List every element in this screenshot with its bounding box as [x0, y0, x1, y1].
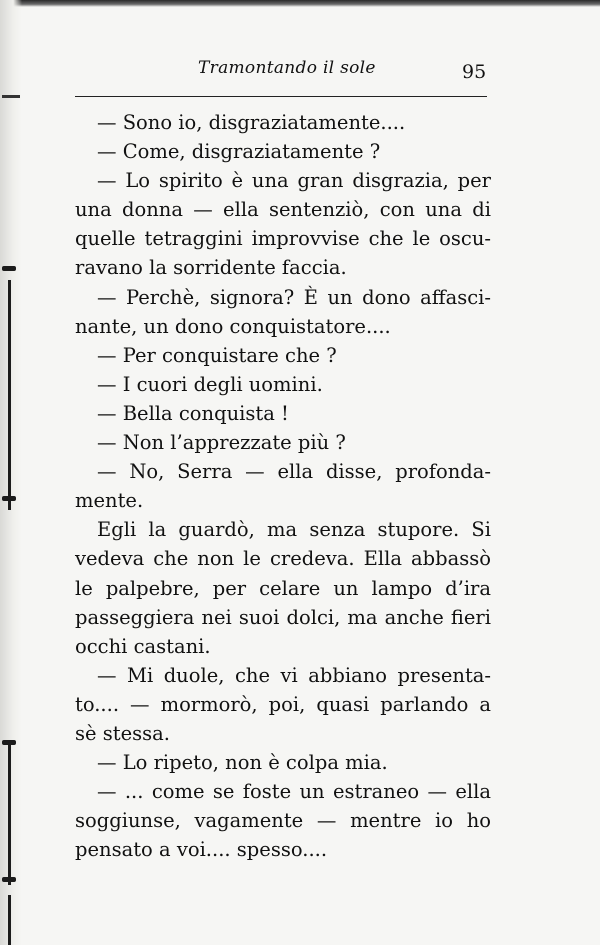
text-line: — Perchè, signora? È un dono affasci-: [97, 285, 491, 309]
text-line: nante, un dono conquistatore....: [75, 314, 391, 338]
page-header: [0, 58, 600, 88]
binding-mark: [2, 877, 16, 882]
scan-top-edge: [0, 0, 600, 7]
text-line: quelle tetraggini improvvise che le oscu-: [75, 227, 491, 251]
text-line: ravano la sorridente faccia.: [75, 256, 347, 280]
page-binding-edge: [0, 0, 22, 945]
text-line: — ... come se foste un estraneo — ella: [97, 780, 491, 804]
text-line: — Lo spirito è una gran disgrazia, per: [97, 169, 491, 193]
text-line: occhi castani.: [75, 634, 211, 658]
binding-mark: [2, 266, 16, 271]
text-line: vedeva che non le credeva. Ella abbassò: [75, 547, 491, 571]
binding-line: [8, 745, 11, 885]
binding-line: [8, 895, 11, 945]
binding-mark: [2, 496, 16, 501]
text-line: sè stessa.: [75, 721, 170, 745]
text-line: soggiunse, vagamente — mentre io ho: [75, 809, 491, 833]
text-line: to.... — mormorò, poi, quasi parlando a: [75, 692, 491, 716]
text-line: mente.: [75, 489, 144, 513]
text-line: — Non l’apprezzate più ?: [97, 431, 346, 455]
text-line: — Come, disgraziatamente ?: [97, 140, 381, 164]
text-line: le palpebre, per celare un lampo d’ira: [75, 576, 491, 600]
running-title: Tramontando il sole: [198, 58, 376, 78]
text-line: — Bella conquista !: [97, 401, 289, 425]
text-line: — No, Serra — ella disse, profonda-: [97, 460, 491, 484]
header-rule: [75, 96, 487, 97]
text-line: — I cuori degli uomini.: [97, 372, 323, 396]
binding-line: [8, 280, 11, 510]
text-line: — Sono io, disgraziatamente....: [97, 111, 406, 134]
text-line: pensato a voi.... spesso....: [75, 838, 328, 862]
text-line: una donna — ella sentenziò, con una di: [75, 198, 491, 222]
body-text: [75, 108, 491, 864]
text-line: Egli la guardò, ma senza stupore. Si: [97, 518, 491, 542]
text-line: — Per conquistare che ?: [97, 343, 337, 367]
text-line: passeggiera nei suoi dolci, ma anche fieri: [75, 605, 491, 629]
text-line: — Mi duole, che vi abbiano presenta-: [97, 663, 491, 687]
binding-mark: [2, 95, 20, 98]
page-number: 95: [462, 61, 487, 83]
text-line: — Lo ripeto, non è colpa mia.: [97, 751, 388, 775]
